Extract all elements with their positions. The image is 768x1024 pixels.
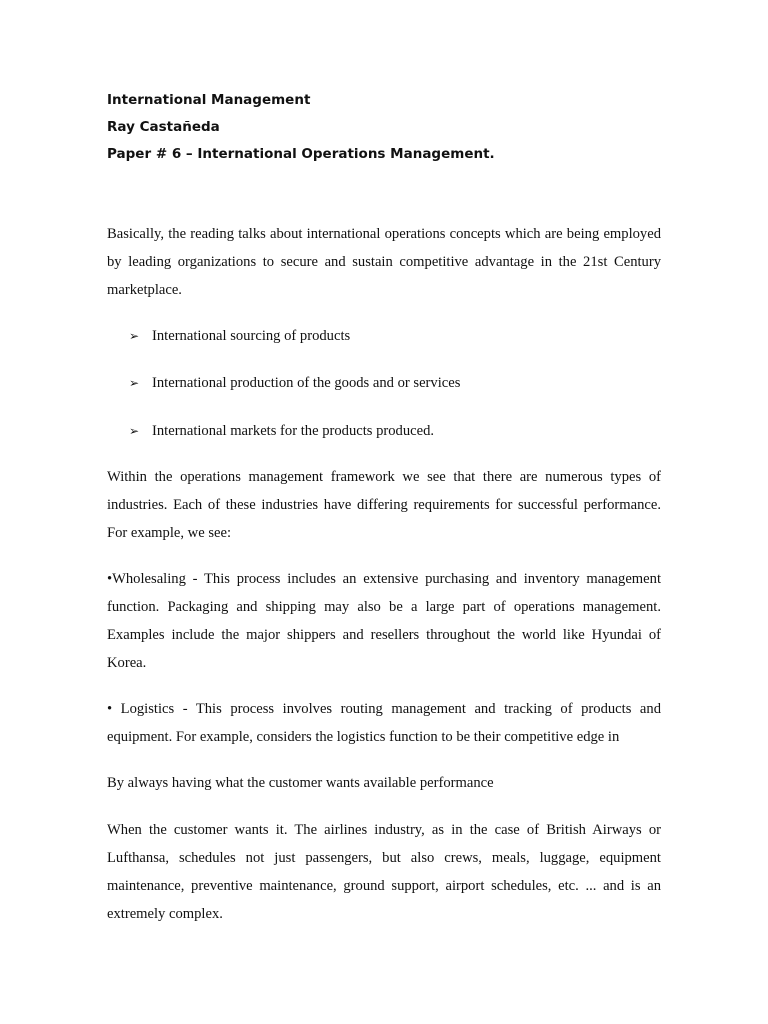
bullet-text: International sourcing of products [152, 328, 351, 344]
logistics-paragraph: • Logistics - This process involves routing management and tracking of products and equipment. For example, considers the logistics function to be their competitive edge in [107, 701, 661, 745]
framework-paragraph: Within the operations management framework we see that there are numerous types of industries. Each of these industries have differing requirements for successful performance. For example, we see: [107, 469, 661, 541]
bullet-item-sourcing [129, 322, 350, 350]
author-name: Ray Castañeda [107, 119, 220, 135]
bullet-text: International production of the goods and or services [152, 375, 461, 391]
paper-title: Paper # 6 – International Operations Management. [107, 146, 495, 162]
bullet-item-markets [129, 417, 434, 445]
course-title: International Management [107, 92, 311, 108]
bullet-item-production [129, 369, 460, 397]
always-paragraph: By always having what the customer wants available performance [107, 775, 494, 791]
airlines-paragraph: When the customer wants it. The airlines industry, as in the case of British Airways or Lufthansa, schedules not just passengers, but also crews, meals, luggage, equipment maintenance, preventive maintenance, ground support, airport schedules, etc. ... and is an extremely complex. [107, 822, 661, 922]
arrow-bullet-icon: ➢ [129, 329, 140, 343]
arrow-bullet-icon: ➢ [129, 424, 140, 438]
arrow-bullet-icon: ➢ [129, 376, 140, 390]
intro-paragraph: Basically, the reading talks about international operations concepts which are being employed by leading organizations to secure and sustain competitive advantage in the 21st Century marketplace. [107, 226, 661, 298]
document-page [107, 0, 661, 1024]
document-header [107, 89, 661, 170]
bullet-text: International markets for the products produced. [152, 423, 435, 439]
wholesaling-paragraph: •Wholesaling - This process includes an extensive purchasing and inventory management function. Packaging and shipping may also be a large part of operations management. Examples include the major shippers and resellers throughout the world like Hyundai of Korea. [107, 571, 661, 671]
